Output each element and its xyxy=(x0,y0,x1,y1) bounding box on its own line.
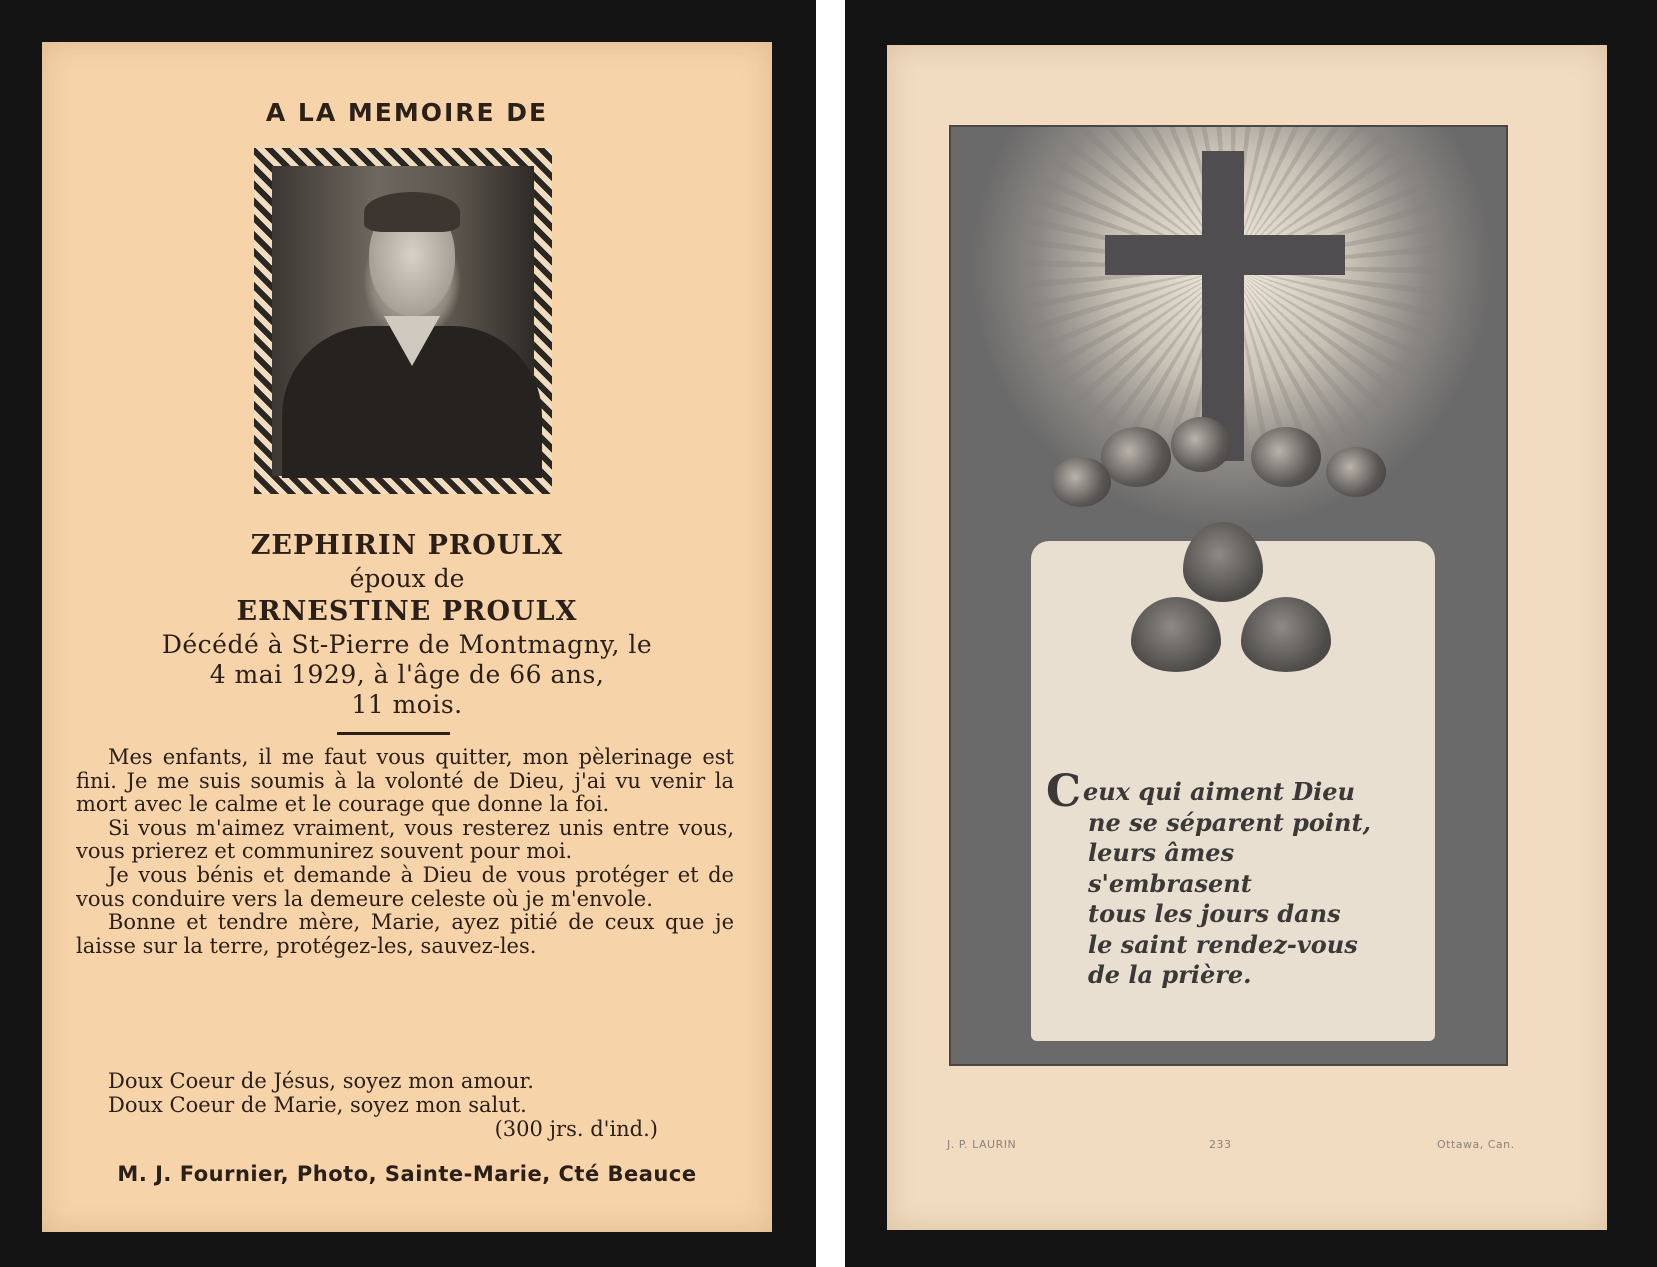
publisher-credit: J. P. LAURIN xyxy=(947,1138,1017,1151)
portrait-photo xyxy=(272,166,534,476)
verse-line: leurs âmes s'embrasent xyxy=(1088,838,1252,898)
verse-line: ne se séparent point, xyxy=(1088,807,1371,837)
verse-dropcap: C xyxy=(1046,766,1082,817)
violet-flower-icon xyxy=(1171,417,1231,472)
card-paper xyxy=(42,42,772,1232)
cross-icon-bar xyxy=(1105,235,1345,275)
indulgence-note: (300 jrs. d'ind.) xyxy=(494,1117,658,1141)
verse-line: de la prière. xyxy=(1088,960,1252,989)
memorial-card-back xyxy=(845,0,1657,1267)
farewell-paragraph: Je vous bénis et demande à Dieu de vous protéger et de vous conduire vers la demeure celeste où je m'envole. xyxy=(76,862,734,911)
card-paper xyxy=(887,45,1607,1230)
prayer-line: Doux Coeur de Marie, soyez mon salut. xyxy=(108,1093,527,1117)
divider xyxy=(337,732,450,735)
cross-icon xyxy=(1202,151,1244,461)
death-info-line: Décédé à St-Pierre de Montmagny, le xyxy=(161,630,653,659)
verse-line: tous les jours dans xyxy=(1088,899,1341,928)
farewell-text xyxy=(76,746,734,958)
printer-credit: M. J. Fournier, Photo, Sainte-Marie, Cté Beauce xyxy=(117,1162,697,1186)
prayer-line: Doux Coeur de Jésus, soyez mon amour. xyxy=(108,1069,534,1093)
spouse-name: ERNESTINE PROULX xyxy=(236,596,578,627)
devotional-verse xyxy=(1046,766,1386,991)
memorial-card-front xyxy=(0,0,816,1267)
card-number: 233 xyxy=(1209,1138,1232,1151)
violet-flower-icon xyxy=(1326,447,1386,497)
violet-flower-icon xyxy=(1251,427,1321,487)
violet-flower-icon xyxy=(1051,457,1111,507)
violet-flower-icon xyxy=(1101,427,1171,487)
memorial-heading: A LA MEMOIRE DE xyxy=(265,98,549,127)
deceased-name: ZEPHIRIN PROULX xyxy=(250,530,564,561)
farewell-paragraph: Si vous m'aimez vraiment, vous resterez unis entre vous, vous prierez et communirez souvent pour moi. xyxy=(76,815,734,864)
portrait-frame xyxy=(254,148,552,494)
prayer-block xyxy=(108,1069,668,1141)
farewell-paragraph: Bonne et tendre mère, Marie, ayez pitié de ceux que je laisse sur la terre, protégez-les, sauvez-les. xyxy=(76,910,734,958)
devotional-illustration xyxy=(949,125,1508,1066)
leaf-icon xyxy=(1183,522,1263,602)
verse-line: le saint rendez-vous xyxy=(1088,929,1358,959)
verse-line: Ceux qui aiment Dieu xyxy=(1046,766,1355,817)
publisher-location: Ottawa, Can. xyxy=(1437,1138,1515,1151)
spouse-label: époux de xyxy=(349,564,465,593)
portrait-hair xyxy=(364,192,460,232)
farewell-paragraph: Mes enfants, il me faut vous quitter, mon pèlerinage est fini. Je me suis soumis à la volonté de Dieu, j'ai vu venir la mort avec le calme et le courage que donne la foi. xyxy=(76,745,734,817)
death-info-line: 4 mai 1929, à l'âge de 66 ans, xyxy=(209,660,605,689)
death-info-line: 11 mois. xyxy=(351,690,463,719)
